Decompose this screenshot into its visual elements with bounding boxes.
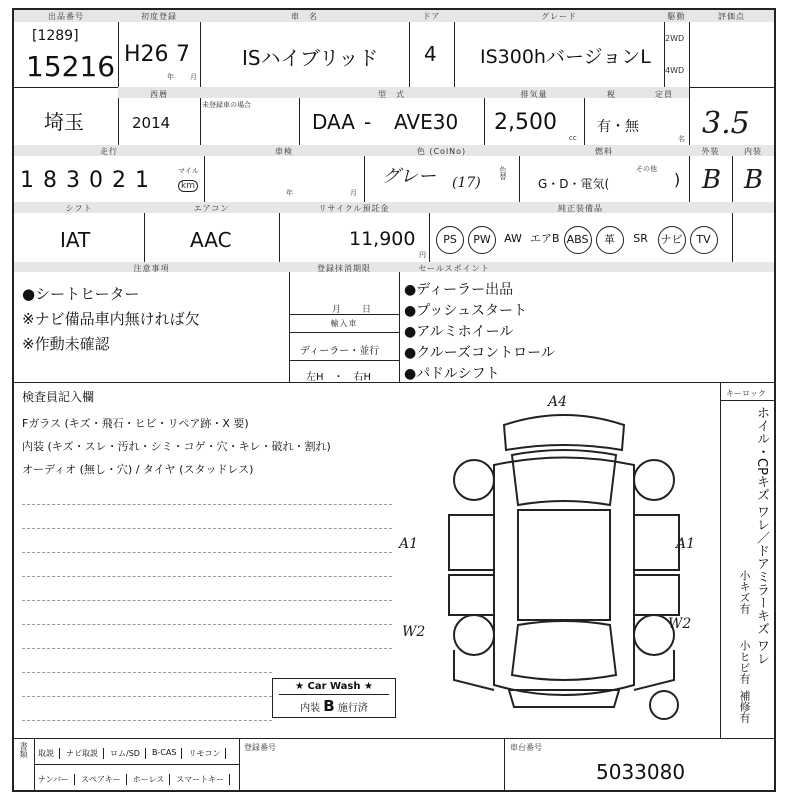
equip-item: AW <box>504 232 522 245</box>
carwash-stamp <box>272 678 396 718</box>
equip-item: 革 <box>596 226 624 254</box>
score-value: 3.5 <box>702 106 750 141</box>
doors-value: 4 <box>424 42 437 66</box>
fuel-other: その他 <box>636 165 657 173</box>
year-unit: 年 <box>167 73 174 81</box>
lot-number: 15216 <box>26 50 116 83</box>
selling-point: ●クルーズコントロール <box>404 345 555 361</box>
reg-month-unit: 月 <box>350 189 357 197</box>
carwash-done: 施行済 <box>337 703 368 714</box>
doors-header: ドア <box>422 12 441 21</box>
disp-value: 2,500 <box>494 110 557 135</box>
footer-item: ナンバー <box>38 774 75 785</box>
selling-point: ●プッシュスタート <box>404 303 527 319</box>
first-reg-header: 初度登録 <box>141 12 177 21</box>
grade-header: グレード <box>541 12 577 21</box>
damage-front: A4 <box>548 394 568 410</box>
footer-item: ナビ取説 <box>66 748 104 759</box>
damage-right: A1 <box>676 536 696 552</box>
equip-item: TV <box>690 226 718 254</box>
equipment-list <box>436 226 774 256</box>
recycle-unit: 円 <box>419 251 426 259</box>
drive-2wd: 2WD <box>665 34 685 43</box>
color-change: 色替 <box>499 166 507 180</box>
shift-header: シフト <box>65 204 93 213</box>
carwash-title: ★ Car Wash ★ <box>295 681 373 692</box>
inspector-line: Fガラス (キズ・飛石・ヒビ・リペア跡・X 要) <box>22 417 249 430</box>
footer-item: スペアキー <box>81 774 127 785</box>
footer-item: B-CAS <box>152 748 183 759</box>
year-value: 2014 <box>132 114 171 132</box>
equip-header: 純正装備品 <box>558 204 603 213</box>
side-note-main: ホイル・CPキズ ワレ／ドアミラーキズ ワレ <box>754 406 769 666</box>
tax-value: 有・無 <box>597 119 639 135</box>
reg-deadline-day: 日 <box>362 305 372 315</box>
import-hand: 左H ・ 右H <box>306 372 372 383</box>
mileage-unit-km: km <box>178 180 198 192</box>
equip-item: SR <box>633 232 648 245</box>
mileage-header: 走行 <box>100 147 118 156</box>
equip-item: PW <box>468 226 496 254</box>
carwash-grade: B <box>323 697 335 715</box>
exterior-grade: B <box>702 165 722 195</box>
car-name-header: 車 名 <box>291 12 318 21</box>
carwash-interior: 内装 <box>300 703 321 714</box>
car-diagram <box>434 395 694 725</box>
mileage-digits: 183021 <box>20 168 158 193</box>
mileage-unit-mile: マイル <box>178 167 199 175</box>
drive-4wd: 4WD <box>665 66 685 75</box>
carwash-label: Car Wash <box>307 681 361 692</box>
side-note-small-scratch: 小キズ有 <box>738 570 751 614</box>
footer-row2 <box>38 774 230 785</box>
model-prefix: DAA <box>312 110 355 134</box>
inspector-lines <box>22 412 331 481</box>
model-code: AVE30 <box>394 110 459 134</box>
footer-row1 <box>38 748 226 759</box>
interior-grade: B <box>744 165 764 195</box>
equip-item: ABS <box>564 226 592 254</box>
footer-item: スマートキー <box>176 774 230 785</box>
notes-header: 注意事項 <box>133 264 170 273</box>
color-text: グレー <box>382 166 436 187</box>
selling-point: ●アルミホイール <box>404 324 514 340</box>
model-dash: - <box>364 110 372 134</box>
fuel-header: 燃料 <box>595 147 613 156</box>
first-reg-month: 7 <box>176 42 190 67</box>
color-header: 色 (ColNo) <box>416 147 467 156</box>
score-header: 評価点 <box>718 12 745 21</box>
cap-unit: 名 <box>678 135 685 143</box>
inspector-header: 検査員記入欄 <box>22 390 95 404</box>
reg-deadline-header: 登録抹消期限 <box>317 264 371 273</box>
exterior-header: 外装 <box>701 147 720 156</box>
notes-list <box>22 282 200 357</box>
disp-unit: cc <box>569 134 577 142</box>
auction-sheet <box>12 8 776 792</box>
aircon-value: AAC <box>190 228 232 252</box>
equip-item: PS <box>436 226 464 254</box>
grade-value: IS300hバージョンL <box>480 46 651 68</box>
inspector-line: オーディオ (無し・穴) / タイヤ (スタッドレス) <box>22 463 254 476</box>
side-note-repair: 補修有 <box>738 690 751 723</box>
keylock-header: キーロック <box>726 389 766 398</box>
selling-header: セールスポイント <box>418 264 490 273</box>
color-code: (17) <box>452 175 481 191</box>
selling-points <box>404 280 555 385</box>
side-note-small-crack: 小ヒビ有 <box>738 640 751 684</box>
footer-item: ロム/SD <box>110 748 146 759</box>
aircon-header: エアコン <box>193 204 230 213</box>
note-item: ※作動未確認 <box>22 335 110 353</box>
year-note: 未登録車の場合 <box>202 101 251 109</box>
month-unit: 月 <box>190 73 197 81</box>
vehicle-no-label: 車台番号 <box>510 743 542 752</box>
selling-point: ●パドルシフト <box>404 366 500 382</box>
damage-rear-right: W2 <box>668 616 692 632</box>
inspector-line: 内装 (キズ・スレ・汚れ・シミ・コゲ・穴・キレ・破れ・割れ) <box>22 440 331 453</box>
damage-left: A1 <box>399 536 419 552</box>
note-item: ※ナビ備品車内無ければ欠 <box>22 310 200 328</box>
note-item: ●シートヒーター <box>22 285 140 303</box>
fuel-options: G・D・電気( <box>538 177 610 191</box>
reg-year-unit: 年 <box>286 189 293 197</box>
model-header: 型 式 <box>378 90 405 99</box>
import-header: 輸入車 <box>330 319 358 328</box>
import-dealer: ディーラー・並行 <box>300 346 380 357</box>
recycle-header: リサイクル預託金 <box>318 204 390 213</box>
first-reg-era: H26 <box>124 42 169 67</box>
disp-header: 排気量 <box>520 90 548 99</box>
capacity-header: 定員 <box>655 90 673 99</box>
tax-header: 税 <box>607 90 616 99</box>
equip-item: エアB <box>530 232 560 245</box>
lot-header: 出品番号 <box>48 12 84 21</box>
footer-side-label: 書類 <box>19 742 28 758</box>
lot-bracket: [1289] <box>32 28 79 44</box>
footer-item: ホーレス <box>133 774 171 785</box>
vehicle-no: 5033080 <box>596 760 686 784</box>
reg-header: 車検 <box>275 147 293 156</box>
year-header: 西暦 <box>150 90 168 99</box>
interior-header: 内装 <box>744 147 762 156</box>
damage-rear-left: W2 <box>402 624 426 640</box>
car-name: ISハイブリッド <box>242 46 379 70</box>
selling-point: ●ディーラー出品 <box>404 282 514 298</box>
region-value: 埼玉 <box>44 110 84 134</box>
footer-item: 取説 <box>38 748 60 759</box>
shift-value: IAT <box>60 228 91 252</box>
fuel-close: ) <box>674 170 681 189</box>
reg-no-label: 登録番号 <box>244 743 276 752</box>
recycle-value: 11,900 <box>349 228 416 250</box>
drive-header: 駆動 <box>667 12 686 21</box>
reg-deadline-month: 月 <box>332 305 342 315</box>
equip-item: ナビ <box>658 226 686 254</box>
footer-item: リモコン <box>188 748 226 759</box>
